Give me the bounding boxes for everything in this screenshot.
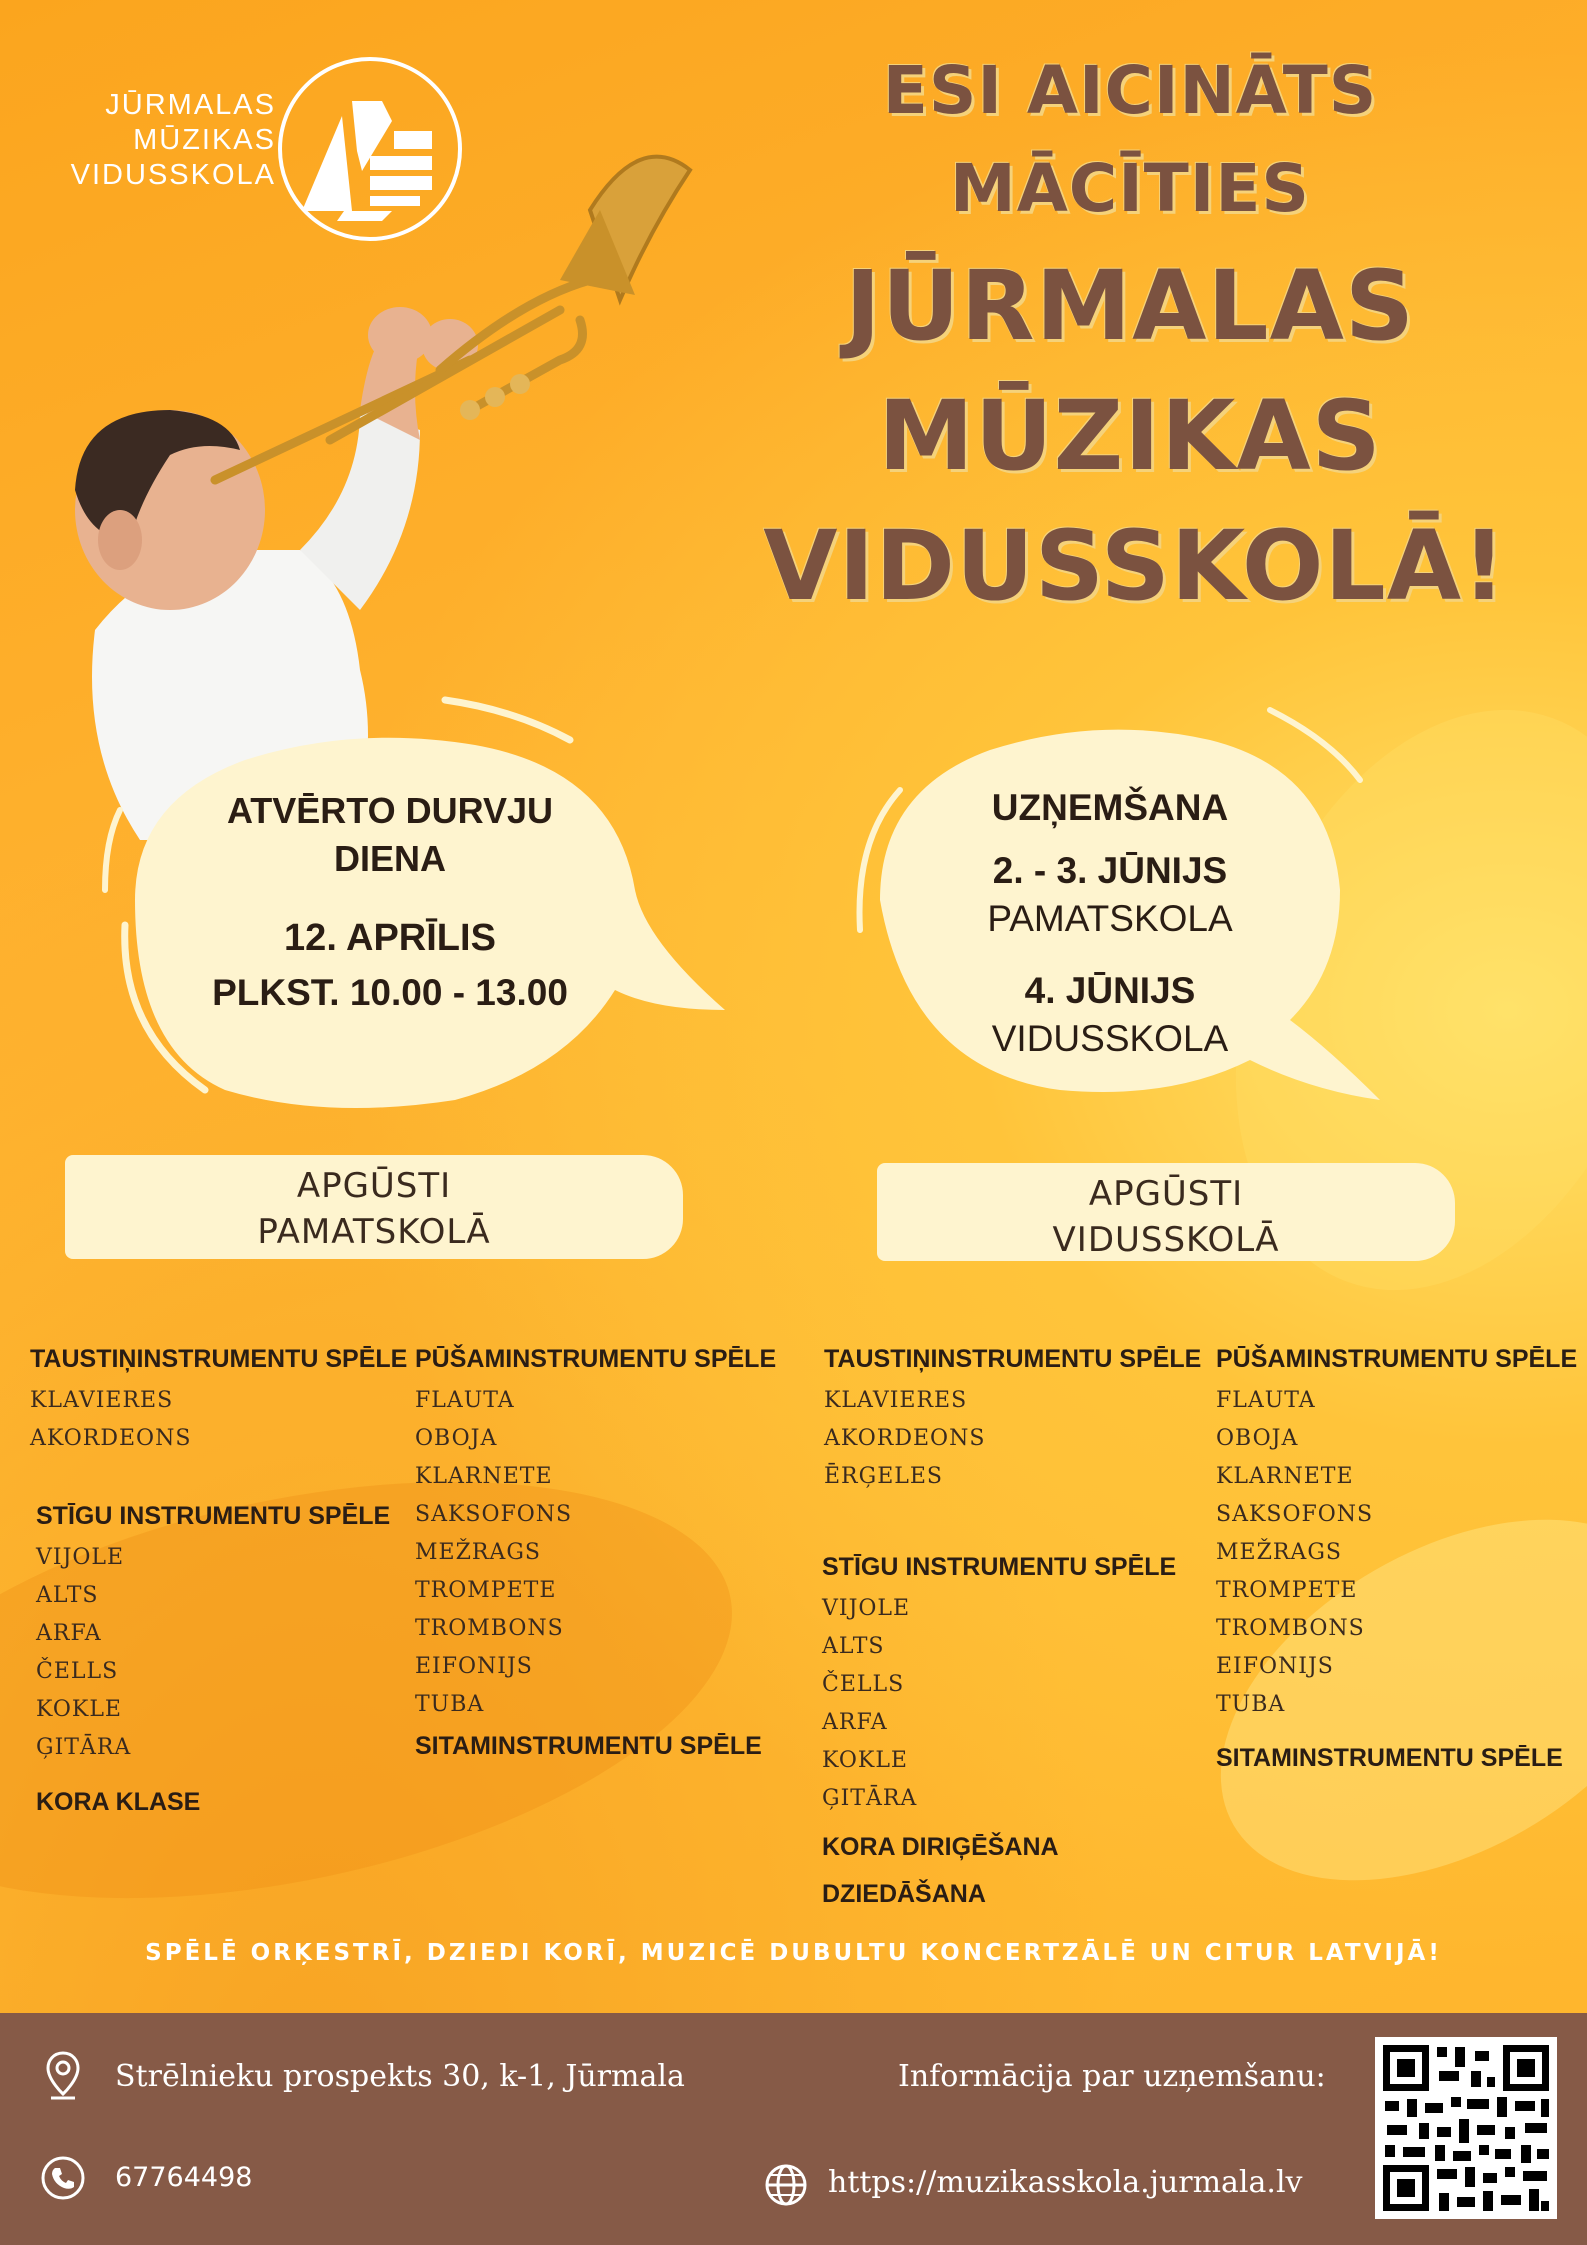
list-item: ARFA (36, 1621, 102, 1646)
location-pin-icon (45, 2050, 81, 2102)
admission-date-2: 4. JŪNIJS (1024, 970, 1196, 1011)
list-item: KLARNETE (415, 1464, 553, 1489)
phone-number[interactable]: 67764498 (115, 2162, 253, 2193)
website-link[interactable]: https://muzikasskola.jurmala.lv (828, 2165, 1303, 2200)
address-text: Strēlnieku prospekts 30, k-1, Jūrmala (115, 2059, 685, 2094)
category-title: PŪŠAMINSTRUMENTU SPĒLE (415, 1345, 777, 1373)
list-item: ĢITĀRA (822, 1786, 918, 1811)
admission-title: UZŅEMŠANA (991, 787, 1229, 828)
list-item: FLAUTA (1216, 1388, 1316, 1413)
qr-code[interactable] (1375, 2037, 1557, 2219)
list-item: EIFONIJS (415, 1654, 533, 1679)
list-item: ĢITĀRA (36, 1735, 132, 1760)
headline-line-1: ESI AICINĀTS (882, 52, 1378, 129)
list-item: ČELLS (822, 1672, 905, 1697)
list-item: VIJOLE (36, 1545, 125, 1570)
logo-line-3: VIDUSSKOLA (70, 159, 276, 191)
headline-line-2: MĀCĪTIES (950, 150, 1310, 227)
list-item: TUBA (1216, 1692, 1286, 1717)
list-item: SAKSOFONS (415, 1502, 573, 1527)
secondary-strings-section (822, 1553, 1176, 1818)
admission-date-1: 2. - 3. JŪNIJS (992, 850, 1228, 891)
list-item: TROMBONS (415, 1616, 564, 1641)
list-item: TUBA (415, 1692, 485, 1717)
list-item: ALTS (822, 1634, 885, 1659)
basic-wind-section (415, 1345, 776, 1761)
list-item: ARFA (822, 1710, 888, 1735)
secondary-percussion: SITAMINSTRUMENTU SPĒLE (1216, 1744, 1563, 1772)
list-item: VIJOLE (822, 1596, 911, 1621)
secondary-singing: DZIEDĀŠANA (822, 1880, 986, 1908)
admission-school-2: VIDUSSKOLA (991, 1018, 1229, 1059)
list-item: MEŽRAGS (1216, 1540, 1342, 1565)
basic-choir-class: KORA KLASE (36, 1788, 201, 1816)
secondary-wind-section (1216, 1345, 1577, 1773)
basic-strings-section (36, 1502, 390, 1767)
open-day-date: 12. APRĪLIS (284, 917, 496, 959)
list-item: MEŽRAGS (415, 1540, 541, 1565)
headline-line-3: JŪRMALAS (844, 250, 1416, 362)
phone-icon (40, 2155, 86, 2201)
list-item: AKORDEONS (30, 1426, 192, 1451)
tab-secondary-school: APGŪSTI VIDUSSKOLĀ (877, 1163, 1455, 1261)
logo-line-1: JŪRMALAS (105, 89, 276, 121)
list-item: KLARNETE (1216, 1464, 1354, 1489)
category-title: TAUSTIŅINSTRUMENTU SPĒLE (824, 1345, 1202, 1373)
list-item: KLAVIERES (824, 1388, 968, 1413)
list-item: EIFONIJS (1216, 1654, 1334, 1679)
logo-line-2: MŪZIKAS (133, 124, 276, 156)
footer (0, 2013, 1587, 2245)
headline-line-4: MŪZIKAS (878, 380, 1382, 492)
list-item: SAKSOFONS (1216, 1502, 1374, 1527)
headline-line-5: VIDUSSKOLĀ! (763, 510, 1507, 622)
admission-school-1: PAMATSKOLA (987, 898, 1233, 939)
open-day-title: ATVĒRTO DURVJU DIENA (226, 790, 554, 879)
list-item: KOKLE (822, 1748, 908, 1773)
tab-basic-school: APGŪSTI PAMATSKOLĀ (65, 1155, 683, 1259)
list-item: KOKLE (36, 1697, 122, 1722)
category-title: STĪGU INSTRUMENTU SPĒLE (822, 1553, 1177, 1581)
secondary-choir-conducting: KORA DIRIĢĒŠANA (822, 1833, 1059, 1861)
list-item: TROMPETE (1216, 1578, 1358, 1603)
basic-keyboard-section (30, 1345, 407, 1458)
list-item: ČELLS (36, 1659, 119, 1684)
list-item: ĒRĢELES (824, 1464, 943, 1489)
list-item: TROMBONS (1216, 1616, 1365, 1641)
list-item: KLAVIERES (30, 1388, 174, 1413)
category-title: STĪGU INSTRUMENTU SPĒLE (36, 1502, 391, 1530)
open-day-time: PLKST. 10.00 - 13.00 (212, 972, 568, 1013)
globe-icon (763, 2162, 809, 2208)
tagline: SPĒLĒ ORĶESTRĪ, DZIEDI KORĪ, MUZICĒ DUBULTU KONCERTZĀLĒ UN CITUR LATVIJĀ! (145, 1940, 1442, 1966)
secondary-keyboard-section (824, 1345, 1201, 1496)
list-item: TROMPETE (415, 1578, 557, 1603)
list-item: OBOJA (415, 1426, 498, 1451)
category-title: PŪŠAMINSTRUMENTU SPĒLE (1216, 1345, 1578, 1373)
category-title: TAUSTIŅINSTRUMENTU SPĒLE (30, 1345, 408, 1373)
list-item: FLAUTA (415, 1388, 515, 1413)
list-item: OBOJA (1216, 1426, 1299, 1451)
basic-percussion: SITAMINSTRUMENTU SPĒLE (415, 1732, 762, 1760)
admission-info-label: Informācija par uzņemšanu: (898, 2059, 1326, 2094)
list-item: AKORDEONS (824, 1426, 986, 1451)
open-day-speech-bubble (95, 690, 735, 1120)
list-item: ALTS (36, 1583, 99, 1608)
